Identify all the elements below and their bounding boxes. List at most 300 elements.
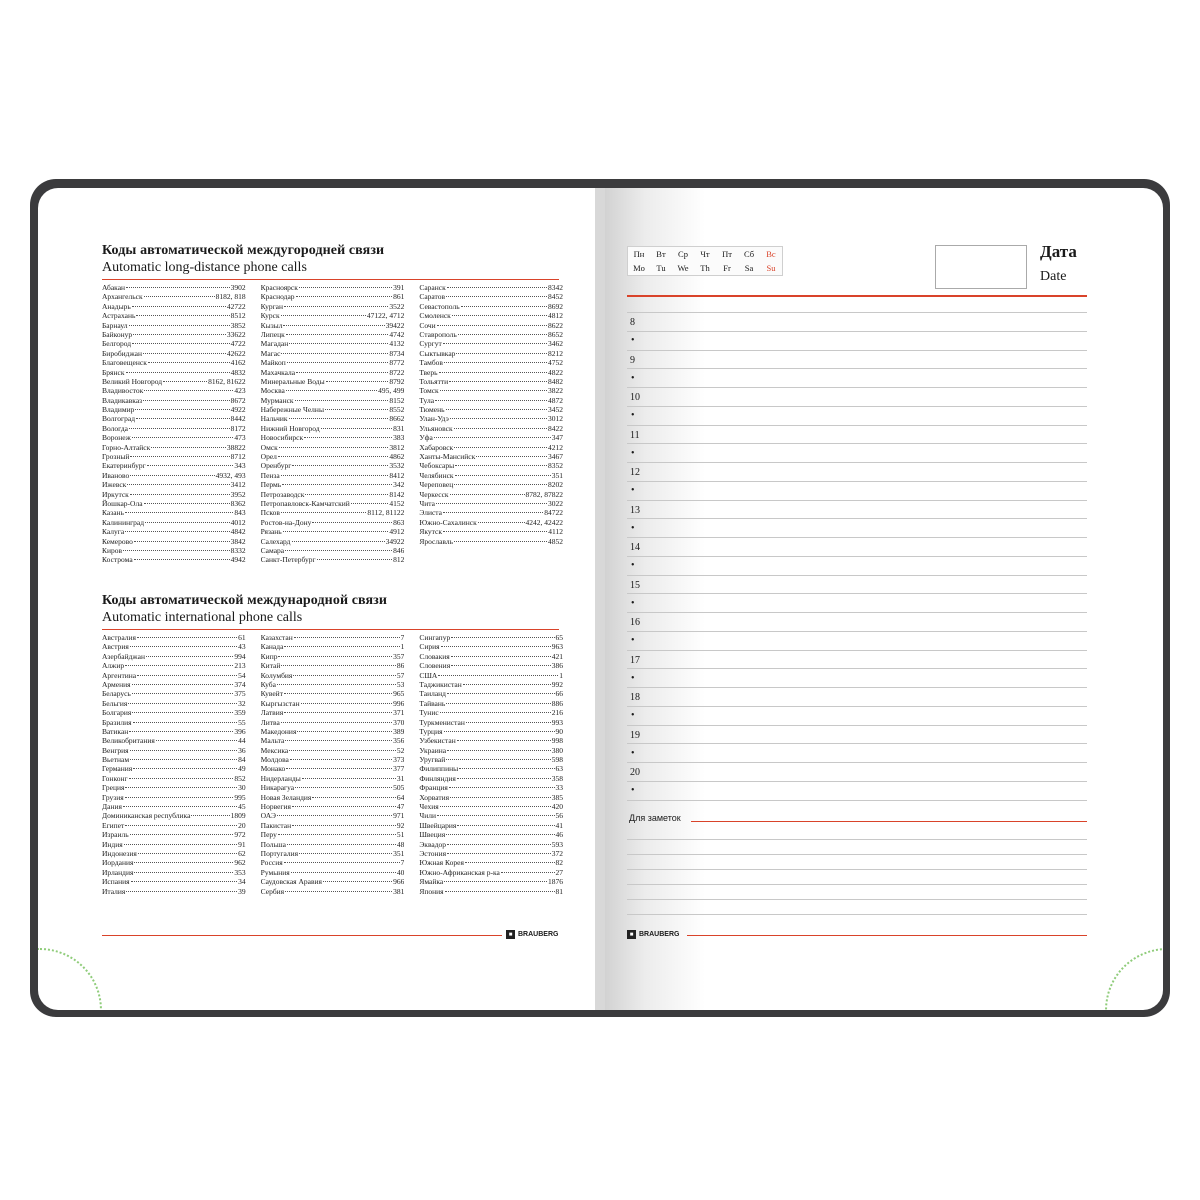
code-entry — [419, 793, 563, 802]
dot-leader — [133, 722, 238, 723]
notes-line — [627, 854, 1087, 855]
dot-leader — [127, 484, 229, 485]
entry-name: Италия — [102, 886, 126, 896]
entry-code: 373 — [393, 755, 405, 765]
code-entry — [102, 764, 246, 773]
dot-leader — [134, 872, 233, 873]
entry-code: 3812 — [389, 442, 405, 452]
code-entry — [102, 405, 246, 414]
entry-name: Кувейт — [260, 689, 283, 699]
code-entry — [419, 727, 563, 736]
entry-code: 216 — [551, 708, 564, 718]
dot-leader — [151, 447, 226, 448]
entry-code: 377 — [393, 764, 405, 774]
dot-leader — [451, 656, 551, 657]
code-entry — [102, 349, 246, 358]
entry-code: 8662 — [389, 414, 405, 424]
entry-name: Португалия — [260, 848, 299, 858]
dot-leader — [129, 428, 230, 429]
weekday-3[interactable]: Th — [700, 263, 710, 273]
hour-label: 11 — [630, 429, 640, 441]
entry-code: 8212 — [548, 348, 564, 358]
entry-code: 27 — [555, 867, 564, 877]
ruled-line — [627, 350, 1087, 351]
ruled-line — [627, 575, 1087, 576]
dot-leader — [278, 834, 396, 835]
entry-name: Эстония — [419, 848, 447, 858]
entry-code: 34 — [238, 877, 246, 887]
code-entry — [102, 708, 246, 717]
entry-name: Ярославль — [419, 536, 454, 546]
dot-leader — [281, 475, 389, 476]
code-entry — [419, 671, 563, 680]
entry-name: Йошкар-Ола — [102, 498, 143, 508]
code-entry — [419, 746, 563, 755]
code-entry — [102, 783, 246, 792]
code-entry — [419, 508, 563, 517]
entry-name: Чили — [419, 811, 436, 821]
code-entry — [419, 396, 563, 405]
dot-leader — [278, 656, 392, 657]
dot-leader — [145, 522, 230, 523]
code-entry — [419, 349, 563, 358]
entry-name: Тверь — [419, 367, 438, 377]
entry-name: Норвегия — [260, 802, 291, 812]
entry-name: Швейцария — [419, 820, 457, 830]
ruled-line — [627, 406, 1087, 407]
code-entry — [261, 396, 405, 405]
code-entry — [419, 764, 563, 773]
date-label-ru: Дата — [1040, 242, 1077, 261]
entry-name: Уругвай — [419, 755, 446, 765]
dot-leader — [133, 334, 226, 335]
entry-name: Черкесск — [419, 489, 449, 499]
dot-leader — [437, 325, 547, 326]
dot-leader — [123, 550, 230, 551]
code-entry — [261, 755, 405, 764]
ruled-line — [627, 387, 1087, 388]
entry-name: Нижний Новгород — [260, 423, 320, 433]
code-entry — [261, 386, 405, 395]
entry-name: Уфа — [419, 433, 433, 443]
entry-code: 4832 — [230, 367, 246, 377]
dot-leader — [128, 703, 237, 704]
entry-code: 8672 — [230, 395, 246, 405]
entry-code: 495, 499 — [378, 386, 405, 396]
entry-code: 391 — [393, 283, 405, 292]
entry-code: 42722 — [226, 301, 246, 311]
dot-leader — [450, 418, 547, 419]
weekday-6[interactable]: Su — [766, 263, 776, 273]
ruled-line — [627, 800, 1087, 801]
dot-leader — [284, 693, 392, 694]
dot-leader — [132, 693, 234, 694]
entry-name: Сингапур — [419, 633, 451, 642]
entry-name: Нидерланды — [260, 773, 301, 783]
entry-code: 971 — [393, 811, 405, 821]
code-entry — [102, 689, 246, 698]
dot-leader — [132, 712, 233, 713]
code-entry — [261, 764, 405, 773]
entry-code: 1876 — [548, 877, 564, 887]
dot-leader — [289, 418, 389, 419]
code-entry — [102, 642, 246, 651]
weekday-3[interactable]: Чт — [700, 249, 710, 259]
entry-name: Элиста — [419, 508, 442, 518]
code-entry — [261, 321, 405, 330]
entry-name: Тольятти — [419, 376, 449, 386]
hour-label: 8 — [630, 317, 635, 328]
entry-code: 846 — [393, 545, 405, 555]
entry-name: Латвия — [260, 708, 284, 718]
code-entry — [261, 414, 405, 423]
entry-code: 375 — [234, 689, 246, 699]
entry-name: Иордания — [102, 858, 134, 868]
dot-leader — [452, 315, 547, 316]
weekday-4[interactable]: Fr — [723, 263, 731, 273]
code-entry — [419, 830, 563, 839]
weekday-1[interactable]: Вт — [656, 249, 666, 259]
entry-name: Ирландия — [102, 867, 134, 877]
notes-line — [627, 914, 1087, 915]
entry-name: Россия — [260, 858, 283, 868]
dot-leader — [124, 844, 237, 845]
dot-leader — [454, 428, 547, 429]
entry-code: 3852 — [230, 320, 246, 330]
dot-leader — [135, 409, 229, 410]
entry-name: Псков — [260, 508, 280, 518]
weekday-1[interactable]: Tu — [656, 263, 666, 273]
dot-leader — [312, 522, 392, 523]
code-entry — [419, 718, 563, 727]
entry-name: Салехард — [260, 536, 291, 546]
dot-leader — [443, 343, 547, 344]
entry-name: Таджикистан — [419, 679, 462, 689]
weekday-0[interactable]: Mo — [633, 263, 645, 273]
code-entry — [419, 443, 563, 452]
dot-leader — [301, 703, 393, 704]
entry-code: 30 — [238, 783, 246, 793]
entry-name: Барнаул — [102, 320, 128, 330]
entry-name: Швеция — [419, 830, 446, 840]
half-hour-bullet: • — [631, 335, 635, 346]
ruled-line — [627, 312, 1087, 313]
entry-name: Болгария — [102, 708, 132, 718]
dot-leader — [466, 722, 551, 723]
dot-leader — [457, 825, 554, 826]
entry-name: Челябинск — [419, 470, 454, 480]
dot-leader — [138, 853, 237, 854]
entry-code: 8552 — [389, 405, 405, 415]
dot-leader — [130, 475, 214, 476]
dot-leader — [450, 494, 525, 495]
entry-name: Колумбия — [260, 670, 293, 680]
entry-name: Вологда — [102, 423, 128, 433]
weekday-2[interactable]: Ср — [678, 249, 688, 259]
dot-leader — [290, 759, 392, 760]
code-entry — [419, 774, 563, 783]
entry-code: 852 — [234, 773, 246, 783]
entry-code: 4212 — [548, 442, 564, 452]
entry-name: ОАЭ — [260, 811, 276, 821]
entry-code: 386 — [551, 661, 564, 671]
entry-name: Самара — [260, 545, 285, 555]
code-entry — [102, 793, 246, 802]
dot-leader — [281, 512, 366, 513]
dot-leader — [284, 862, 400, 863]
dot-leader — [287, 362, 389, 363]
entry-code: 396 — [234, 726, 246, 736]
dot-leader — [440, 390, 547, 391]
red-rule — [102, 629, 559, 630]
dot-leader — [454, 484, 547, 485]
entry-name: Тула — [419, 395, 435, 405]
code-entry — [419, 537, 563, 546]
entry-code: 8332 — [230, 545, 246, 555]
entry-name: Белгород — [102, 339, 132, 349]
code-entry — [102, 490, 246, 499]
notes-line — [627, 884, 1087, 885]
code-entry — [261, 546, 405, 555]
entry-name: Санкт-Петербург — [260, 555, 316, 565]
weekday-0[interactable]: Пн — [633, 249, 645, 259]
entry-code: 8422 — [548, 423, 564, 433]
entry-code: 4132 — [389, 339, 405, 349]
code-entry — [261, 736, 405, 745]
dot-leader — [436, 503, 547, 504]
entry-name: Армения — [102, 679, 131, 689]
entry-name: Румыния — [260, 867, 290, 877]
code-entry — [261, 840, 405, 849]
code-entry — [261, 443, 405, 452]
entry-name: Таиланд — [419, 689, 446, 699]
ruled-line — [627, 725, 1087, 726]
code-entry — [419, 877, 563, 886]
entry-name: Франция — [419, 783, 448, 793]
entry-code: 3952 — [230, 489, 246, 499]
brand-name: BRAUBERG — [518, 931, 559, 938]
entry-code: 40 — [396, 867, 405, 877]
dot-leader — [284, 646, 399, 647]
entry-code: 64 — [396, 792, 405, 802]
entry-code: 8722 — [389, 367, 405, 377]
code-entry — [261, 802, 405, 811]
ruled-line — [627, 631, 1087, 632]
entry-code: 39422 — [385, 320, 405, 330]
entry-code: 8692 — [548, 301, 564, 311]
code-entry — [261, 652, 405, 661]
half-hour-bullet: • — [631, 635, 635, 646]
entry-name: Горно-Алтайск — [102, 442, 151, 452]
entry-code: 8182, 818 — [215, 292, 246, 302]
ruled-line — [627, 612, 1087, 613]
dot-leader — [291, 872, 396, 873]
entry-name: Махачкала — [260, 367, 296, 377]
dot-leader — [461, 306, 547, 307]
code-entry — [102, 424, 246, 433]
date-field[interactable] — [935, 245, 1027, 289]
code-entry — [261, 555, 405, 564]
code-entry — [261, 849, 405, 858]
entry-code: 962 — [234, 858, 246, 868]
entry-code: 31 — [396, 773, 405, 783]
brand-logo — [627, 930, 679, 939]
code-entry — [102, 311, 246, 320]
hour-label: 10 — [630, 392, 640, 403]
dot-leader — [144, 296, 215, 297]
date-label-en: Date — [1040, 269, 1067, 284]
code-entry — [261, 821, 405, 830]
entry-code: 3522 — [389, 301, 405, 311]
code-entry — [261, 508, 405, 517]
entry-name: Пакистан — [260, 820, 292, 830]
ruled-line — [627, 593, 1087, 594]
code-entry — [102, 330, 246, 339]
hour-label: 16 — [630, 617, 640, 628]
entry-code: 998 — [551, 736, 564, 746]
entry-code: 965 — [393, 689, 405, 699]
entry-name: Тюмень — [419, 405, 445, 415]
entry-name: Куба — [260, 679, 276, 689]
entry-name: Индия — [102, 839, 123, 849]
dot-leader — [134, 541, 230, 542]
dot-leader — [277, 684, 396, 685]
entry-code: 38822 — [226, 442, 246, 452]
code-entry — [419, 302, 563, 311]
dot-leader — [457, 740, 551, 741]
entry-name: Аргентина — [102, 670, 137, 680]
dot-leader — [163, 381, 207, 382]
code-entry — [102, 377, 246, 386]
entry-code: 3902 — [230, 283, 246, 292]
dot-leader — [283, 325, 384, 326]
entry-code: 8352 — [548, 461, 564, 471]
weekday-5[interactable]: Сб — [743, 249, 755, 259]
entry-name: Архангельск — [102, 292, 143, 302]
entry-code: 4932, 493 — [215, 470, 246, 480]
entry-name: Красноярск — [260, 283, 298, 292]
entry-name: Сургут — [419, 339, 442, 349]
code-entry — [102, 480, 246, 489]
dot-leader — [434, 437, 551, 438]
entry-name: Сербия — [260, 886, 285, 896]
entry-name: Алжир — [102, 661, 125, 671]
entry-code: 1809 — [230, 811, 246, 821]
entry-name: Финляндия — [419, 773, 456, 783]
entry-name: Липецк — [260, 329, 285, 339]
entry-code: 8362 — [230, 498, 246, 508]
entry-name: Майкоп — [260, 358, 286, 368]
code-entry — [102, 527, 246, 536]
half-hour-bullet: • — [631, 410, 635, 421]
entry-name: Македония — [260, 726, 297, 736]
half-hour-bullet: • — [631, 485, 635, 496]
dot-leader — [457, 778, 551, 779]
entry-code: 34922 — [385, 536, 405, 546]
code-column — [261, 283, 405, 565]
dot-leader — [289, 343, 388, 344]
entry-name: Новосибирск — [260, 433, 304, 443]
dot-leader — [478, 522, 525, 523]
entry-name: Благовещенск — [102, 358, 147, 368]
entry-code: 4852 — [548, 536, 564, 546]
code-entry — [261, 718, 405, 727]
entry-name: Туркменистан — [419, 717, 465, 727]
entry-code: 8792 — [389, 376, 405, 386]
dot-leader — [435, 400, 547, 401]
code-entry — [261, 811, 405, 820]
entry-code: 57 — [396, 670, 405, 680]
dot-leader — [132, 306, 226, 307]
code-entry — [102, 537, 246, 546]
entry-name: Великобритания — [102, 736, 155, 746]
code-entry — [261, 671, 405, 680]
code-entry — [102, 283, 246, 292]
entry-code: 357 — [393, 651, 405, 661]
weekday-selector — [627, 246, 783, 276]
entry-name: Набережные Челны — [260, 405, 324, 415]
dot-leader — [292, 541, 385, 542]
dot-leader — [148, 362, 230, 363]
code-entry — [102, 292, 246, 301]
code-entry — [102, 755, 246, 764]
entry-name: Иваново — [102, 470, 130, 480]
entry-code: 3532 — [389, 461, 405, 471]
ruled-line — [627, 462, 1087, 463]
code-entry — [261, 680, 405, 689]
dot-leader — [123, 806, 237, 807]
code-entry — [102, 321, 246, 330]
code-entry — [261, 349, 405, 358]
entry-code: 4162 — [230, 358, 246, 368]
dot-leader — [284, 306, 388, 307]
code-entry — [419, 424, 563, 433]
code-entry — [419, 368, 563, 377]
dot-leader — [465, 862, 555, 863]
weekday-6[interactable]: Вс — [766, 249, 776, 259]
entry-code: 45 — [238, 802, 246, 812]
weekday-2[interactable]: We — [677, 263, 689, 273]
dot-leader — [281, 665, 395, 666]
entry-code: 4722 — [230, 339, 246, 349]
entry-code: 91 — [238, 839, 246, 849]
entry-name: Доминиканская республика — [102, 811, 191, 821]
code-entry — [261, 461, 405, 470]
international-title: Коды автоматической международной связи — [102, 593, 388, 608]
dot-leader — [443, 531, 547, 532]
entry-code: 8172 — [230, 423, 246, 433]
dot-leader — [126, 372, 230, 373]
code-entry — [261, 537, 405, 546]
entry-code: 812 — [393, 555, 405, 565]
half-hour-bullet: • — [631, 560, 635, 571]
weekday-4[interactable]: Пт — [722, 249, 732, 259]
dot-leader — [283, 531, 389, 532]
entry-code: 54 — [238, 670, 246, 680]
dot-leader — [444, 881, 547, 882]
entry-code: 39 — [238, 886, 246, 896]
dot-leader — [292, 825, 396, 826]
half-hour-bullet: • — [631, 522, 635, 534]
entry-name: Ямайка — [419, 877, 444, 887]
entry-name: Омск — [260, 442, 278, 452]
code-entry — [102, 368, 246, 377]
entry-name: Брянск — [102, 367, 125, 377]
brand-icon: ■ — [627, 930, 636, 939]
weekday-5[interactable]: Sa — [744, 263, 754, 273]
dot-leader — [143, 400, 230, 401]
red-rule — [102, 279, 559, 280]
